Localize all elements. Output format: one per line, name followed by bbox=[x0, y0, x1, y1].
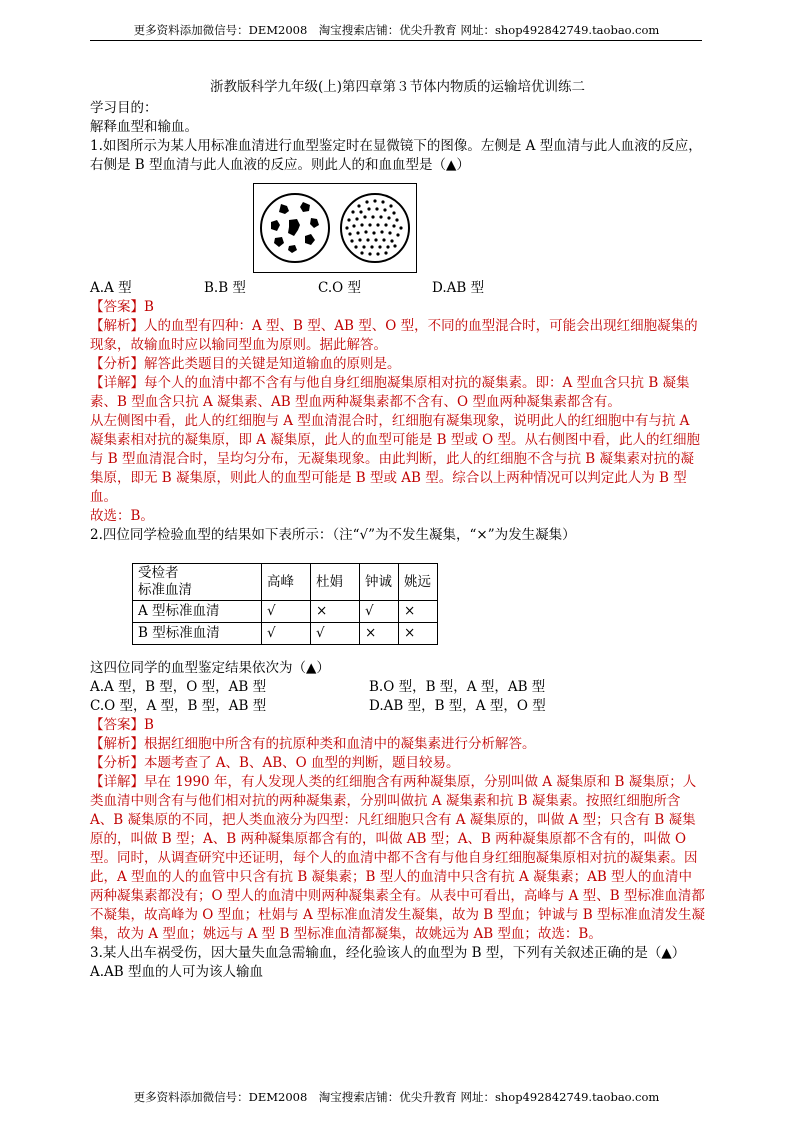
uniform-circle bbox=[339, 192, 411, 264]
q1-detail-1: 【详解】每个人的血清中都不含有与他自身红细胞凝集原相对抗的凝集素。即：A 型血含只抗 B 凝集素、B 型血含只抗 A 凝集素、AB 型血两种凝集素都不含有、O 型血两种凝集素都含有。 bbox=[90, 375, 690, 410]
q2-option-b: B.O 型，B 型，A 型，AB 型 bbox=[369, 679, 546, 695]
q2-options-row-2 bbox=[90, 697, 705, 716]
col-header: 杜娟 bbox=[311, 564, 360, 601]
table-cell: × bbox=[399, 623, 438, 645]
q1-options bbox=[90, 279, 705, 298]
col-header: 钟诚 bbox=[360, 564, 399, 601]
q2-options-row-1 bbox=[90, 678, 705, 697]
table-cell: × bbox=[399, 601, 438, 623]
page-header: 更多资料添加微信号：DEM2008 淘宝搜索店铺：优尖升教育 网址：shop492842749.taobao.com bbox=[133, 23, 660, 37]
corner-label-1: 受检者 bbox=[138, 565, 179, 581]
header-rule bbox=[90, 40, 702, 41]
q2-analysis: 【解析】根据红细胞中所含有的抗原种类和血清中的凝集素进行分析解答。 bbox=[90, 736, 536, 752]
table-cell: √ bbox=[262, 601, 311, 623]
q2-answer: 【答案】B bbox=[90, 717, 154, 733]
col-header: 高峰 bbox=[262, 564, 311, 601]
q2-option-c: C.O 型，A 型，B 型，AB 型 bbox=[90, 698, 267, 714]
q1-option-d: D.AB 型 bbox=[432, 280, 485, 296]
table-header-row bbox=[133, 564, 438, 601]
document-body bbox=[90, 78, 705, 982]
q2-stem: 2.四位同学检验血型的结果如下表所示：（注“√”为不发生凝集，“×”为发生凝集） bbox=[90, 527, 576, 543]
table-cell: √ bbox=[311, 623, 360, 645]
q3-stem: 3.某人出车祸受伤，因大量失血急需输血，经化验该人的血型为 B 型，下列有关叙述正确的是（▲） bbox=[90, 945, 686, 961]
row-label: A 型标准血清 bbox=[133, 601, 262, 623]
q2-fenxi: 【分析】本题考查了 A、B、AB、O 血型的判断，题目较易。 bbox=[90, 755, 460, 771]
q1-answer: 【答案】B bbox=[90, 299, 154, 315]
col-header: 姚远 bbox=[399, 564, 438, 601]
goal-text: 解释血型和输血。 bbox=[90, 119, 198, 135]
q3-option-a: A.AB 型血的人可为该人输血 bbox=[90, 964, 264, 980]
table-corner-cell bbox=[133, 564, 262, 601]
goal-label: 学习目的： bbox=[90, 100, 158, 116]
q1-figure bbox=[253, 183, 705, 271]
table-cell: × bbox=[360, 623, 399, 645]
table-cell: √ bbox=[360, 601, 399, 623]
q1-option-a: A.A 型 bbox=[90, 280, 132, 296]
q1-stem: 1.如图所示为某人用标准血清进行血型鉴定时在显微镜下的图像。左侧是 A 型血清与此人血液的反应，右侧是 B 型血清与此人血液的反应。则此人的和血血型是（▲） bbox=[90, 138, 702, 173]
document-title: 浙教版科学九年级(上)第四章第３节体内物质的运输培优训练二 bbox=[209, 79, 586, 95]
q1-analysis: 【解析】人的血型有四种：A 型、B 型、AB 型、O 型，不同的血型混合时，可能会出现红细胞凝集的现象，故输血时应以输同型血为原则。据此解答。 bbox=[90, 318, 698, 353]
agglutinated-circle bbox=[259, 192, 331, 264]
table-row bbox=[133, 601, 438, 623]
q1-detail-3: 故选：B。 bbox=[90, 508, 154, 524]
table-row bbox=[133, 623, 438, 645]
blood-test-table bbox=[132, 563, 438, 645]
corner-label-2: 标准血清 bbox=[138, 582, 192, 598]
table-cell: √ bbox=[262, 623, 311, 645]
q2-option-a: A.A 型，B 型，O 型，AB 型 bbox=[90, 679, 267, 695]
q1-option-b: B.B 型 bbox=[204, 280, 246, 296]
q1-fenxi: 【分析】解答此类题目的关键是知道输血的原则是。 bbox=[90, 356, 401, 372]
q2-option-d: D.AB 型，B 型，A 型，O 型 bbox=[369, 698, 546, 714]
microscope-image-frame bbox=[253, 183, 417, 273]
q2-detail: 【详解】早在 1990 年，有人发现人类的红细胞含有两种凝集原，分别叫做 A 凝集原和 B 凝集原；人类血清中则含有与他们相对抗的两种凝集素，分别叫做抗 A 凝集素和抗 B 凝集素。按照红细胞所含 A、B 凝集原的不同，把人类血液分为四型：凡红细胞只含有 A 凝集原的，叫做 A 型；只含有 B 凝集原的，叫做 B 型；A、B 两种凝集原都含有的，叫做 AB 型；A、B 两种凝集原都不含有的，叫做 O 型。同时，从调查研究中还证明，每个人的血清中都不含有与他自身红细胞凝集原相对抗的凝集素。因此，A 型血的人的血管中只含有抗 B 凝集素；B 型人的血清中只含有抗 A 凝集素；AB 型人的血清中两种凝集素都没有；O 型人的血清中则两种凝集素全有。从表中可看出，高峰与 A 型、B 型标准血清都不凝集，故高峰为 O 型血；杜娟与 A 型标准血清发生凝集，故为 B 型血；钟诚与 B 型标准血清发生凝集，故为 A 型血；姚远与 A 型 B 型标准血清都凝集，故姚远为 AB 型血；故选：B。 bbox=[90, 774, 705, 942]
table-cell: × bbox=[311, 601, 360, 623]
q2-question: 这四位同学的血型鉴定结果依次为（▲） bbox=[90, 660, 330, 676]
q1-option-c: C.O 型 bbox=[318, 280, 361, 296]
q1-detail-2: 从左侧图中看，此人的红细胞与 A 型血清混合时，红细胞有凝集现象，说明此人的红细胞中有与抗 A 凝集素相对抗的凝集原，即 A 凝集原，此人的血型可能是 B 型或 O 型。从右侧图中看，此人的红细胞与 B 型血清混合时，呈均匀分布，无凝集现象。由此判断，此人的红细胞不含与抗 B 凝集素对抗的凝集原，即无 B 凝集原，则此人的血型可能是 B 型或 AB 型。综合以上两种情况可以判定此人为 B 型血。 bbox=[90, 413, 700, 505]
page-footer: 更多资料添加微信号：DEM2008 淘宝搜索店铺：优尖升教育 网址：shop492842749.taobao.com bbox=[133, 1090, 660, 1104]
row-label: B 型标准血清 bbox=[133, 623, 262, 645]
